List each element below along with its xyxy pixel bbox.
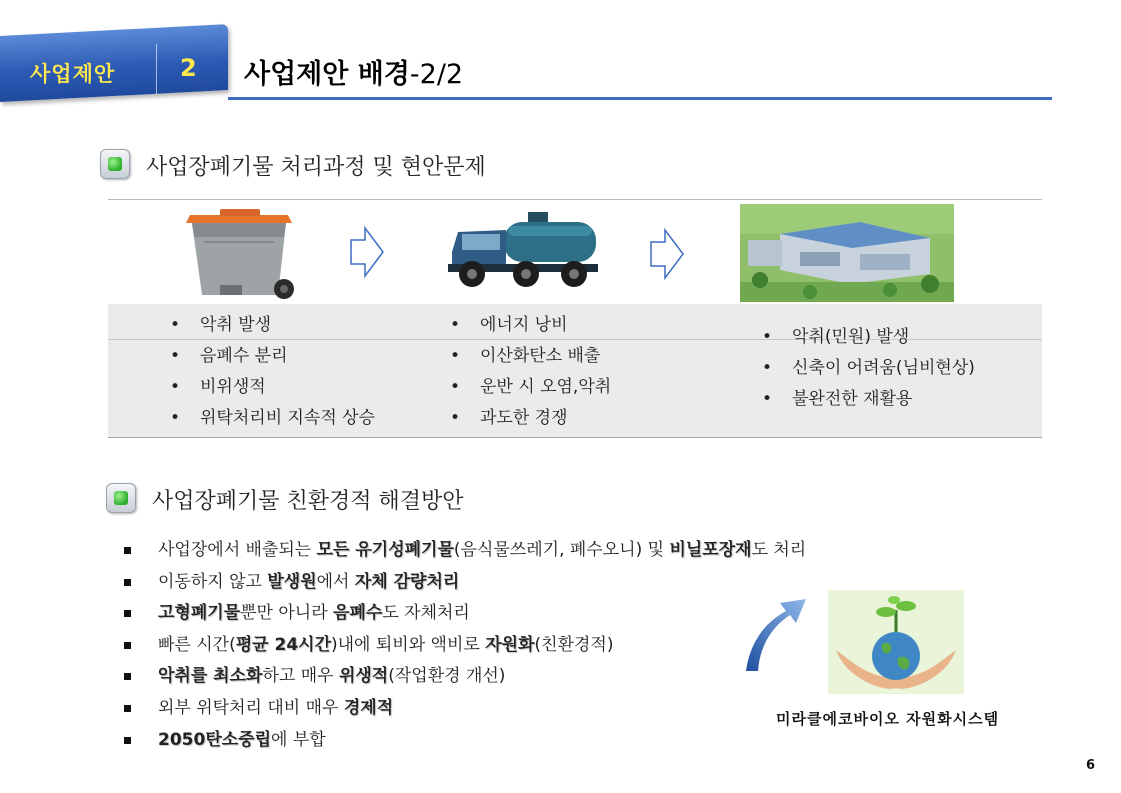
list-item: • 악취 발생 [170,310,375,341]
solution-item [122,535,806,567]
body-text: 하고 매우 [262,666,339,687]
body-text: 사업장에서 배출되는 [158,540,317,560]
body-text: (음식물쓰레기, 폐수오니) 및 [453,540,670,560]
tanker-truck-image [448,208,600,292]
section-label: 사업제안 [30,62,116,86]
image-caption: 미라클에코바이오 자원화시스템 [776,710,1000,728]
highlight-text: 자원화 [485,634,535,655]
highlight-text: 비닐포장재 [669,540,752,560]
highlight-text: 모든 유기성폐기물 [316,540,454,560]
page-number: 6 [1086,758,1096,773]
highlight-text: 고형폐기물 [158,603,241,624]
section-bullet-icon [100,149,130,179]
list-item: • 불완전한 재활용 [762,384,975,415]
body-text: (친환경적) [534,634,614,655]
body-text: 외부 위탁처리 대비 매우 [158,697,344,718]
solution-item [122,725,806,757]
solution-item [122,598,806,630]
highlight-text: 악취를 최소화 [158,666,263,687]
problem-list-bin [170,310,375,434]
page-title-main: 사업제안 배경 [244,59,410,90]
body-text: 도 자체처리 [382,603,470,624]
body-text: 뿐만 아니라 [240,603,334,624]
highlight-text: 평균 24시간 [235,634,331,655]
hands-globe-image [828,590,964,694]
highlight-text: 자체 감량처리 [354,571,460,592]
highlight-text: 음폐수 [333,603,383,624]
highlight-text: 위생적 [338,666,389,687]
list-item: • 신축이 어려움(님비현상) [762,353,975,384]
section-tab [0,36,228,102]
section-number: 2 [180,54,197,82]
body-text: 에 부합 [271,729,326,750]
header-underline [228,97,1052,100]
body-text: )내에 퇴비와 액비로 [331,634,486,655]
body-text: 이동하지 않고 [158,571,268,592]
table-top-rule [108,199,1042,200]
curved-arrow-icon [740,595,810,675]
problem-list-truck [450,310,611,434]
solution-list [122,535,806,756]
right-arrow-icon [349,226,385,278]
list-item: • 과도한 경쟁 [450,403,611,434]
treatment-facility-image [740,204,954,302]
solution-item [122,693,806,725]
section1-title: 사업장폐기물 처리과정 및 현안문제 [146,155,486,180]
highlight-text: 경제적 [343,697,394,718]
page-title-suffix: -2/2 [409,59,464,90]
waste-bin-image [180,203,300,303]
section-bullet-icon [106,483,136,513]
list-item: • 운반 시 오염,악취 [450,372,611,403]
highlight-text: 2050탄소중립 [158,729,272,750]
highlight-text: 발생원 [267,571,317,592]
list-item: • 음폐수 분리 [170,341,375,372]
table-bottom-rule [108,437,1042,438]
list-item: • 위탁처리비 지속적 상승 [170,403,375,434]
list-item: • 이산화탄소 배출 [450,341,611,372]
body-text: 빠른 시간( [158,634,236,655]
list-item: • 비위생적 [170,372,375,403]
body-text: (작업환경 개선) [388,666,506,687]
tab-divider [156,44,157,94]
right-arrow-icon [649,228,685,280]
list-item: • 악취(민원) 발생 [762,322,975,353]
solution-item [122,630,806,662]
list-item: • 에너지 낭비 [450,310,611,341]
body-text: 도 처리 [751,540,807,560]
solution-item [122,567,806,599]
problem-list-facility [762,322,975,415]
section2-title: 사업장폐기물 친환경적 해결방안 [152,489,464,514]
page-title [244,52,463,91]
body-text: 에서 [316,571,355,592]
solution-item [122,661,806,693]
